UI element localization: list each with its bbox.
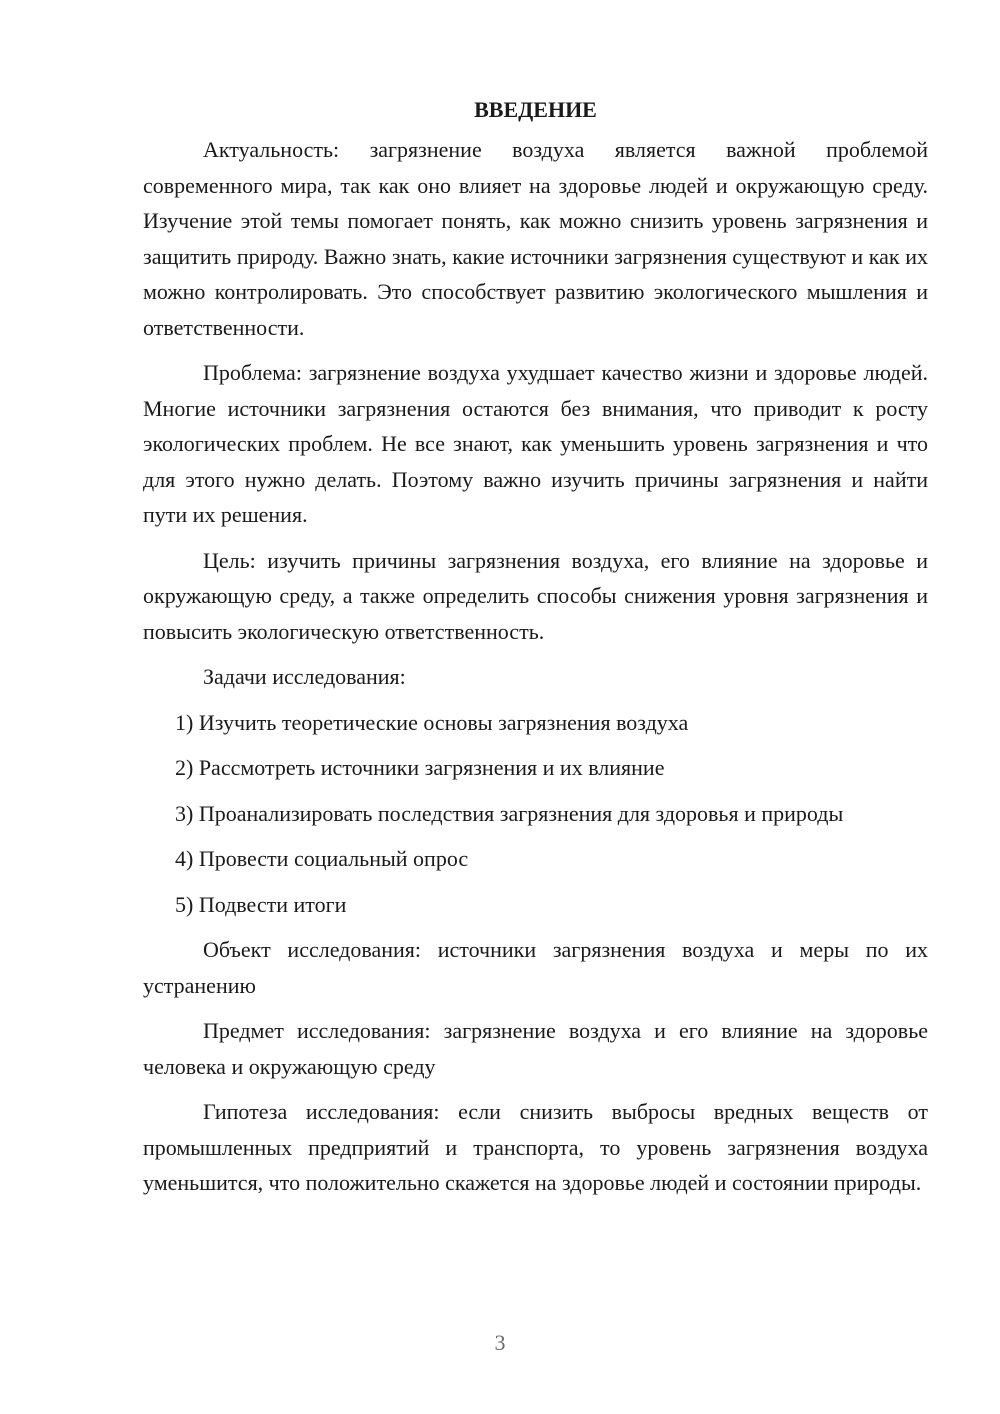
paragraph-goal: Цель: изучить причины загрязнения воздуха, его влияние на здоровье и окружающую среду, а также определить способы снижения уровня загрязнения и повысить экологическую ответственность. [143,547,928,644]
task-item-3: 3) Проанализировать последствия загрязнения для здоровья и природы [175,800,844,826]
paragraph-object: Объект исследования: источники загрязнения воздуха и меры по их устранению [143,937,928,998]
task-item-2: 2) Рассмотреть источники загрязнения и их влияние [175,755,665,780]
page-content [143,92,928,1211]
paragraph-hypothesis: Гипотеза исследования: если снизить выбросы вредных веществ от промышленных предприятий и транспорта, то уровень загрязнения воздуха уменьшится, что положительно скажется на здоровье людей и состоянии природы. [143,1099,928,1195]
paragraph-subject: Предмет исследования: загрязнение воздуха и его влияние на здоровье человека и окружающую среду [143,1018,928,1079]
task-item-4: 4) Провести социальный опрос [175,846,469,871]
page-number: 3 [494,1330,506,1355]
paragraph-tasks-heading: Задачи исследования: [203,664,406,689]
task-item-1: 1) Изучить теоретические основы загрязнения воздуха [175,709,689,735]
page-title: ВВЕДЕНИЕ [474,97,597,122]
task-item-5: 5) Подвести итоги [175,891,347,917]
paragraph-problem: Проблема: загрязнение воздуха ухудшает качество жизни и здоровье людей. Многие источники загрязнения остаются без внимания, что приводит к росту экологических проблем. Не все знают, как уменьшить уровень загрязнения и что для этого нужно делать. Поэтому важно изучить причины загрязнения и найти пути их решения. [143,360,928,527]
paragraph-relevance: Актуальность: загрязнение воздуха является важной проблемой современного мира, так как оно влияет на здоровье людей и окружающую среду. Изучение этой темы помогает понять, как можно снизить уровень загрязнения и защитить природу. Важно знать, какие источники загрязнения существуют и как их можно контролировать. Это способствует развитию экологического мышления и ответственности. [143,137,928,340]
